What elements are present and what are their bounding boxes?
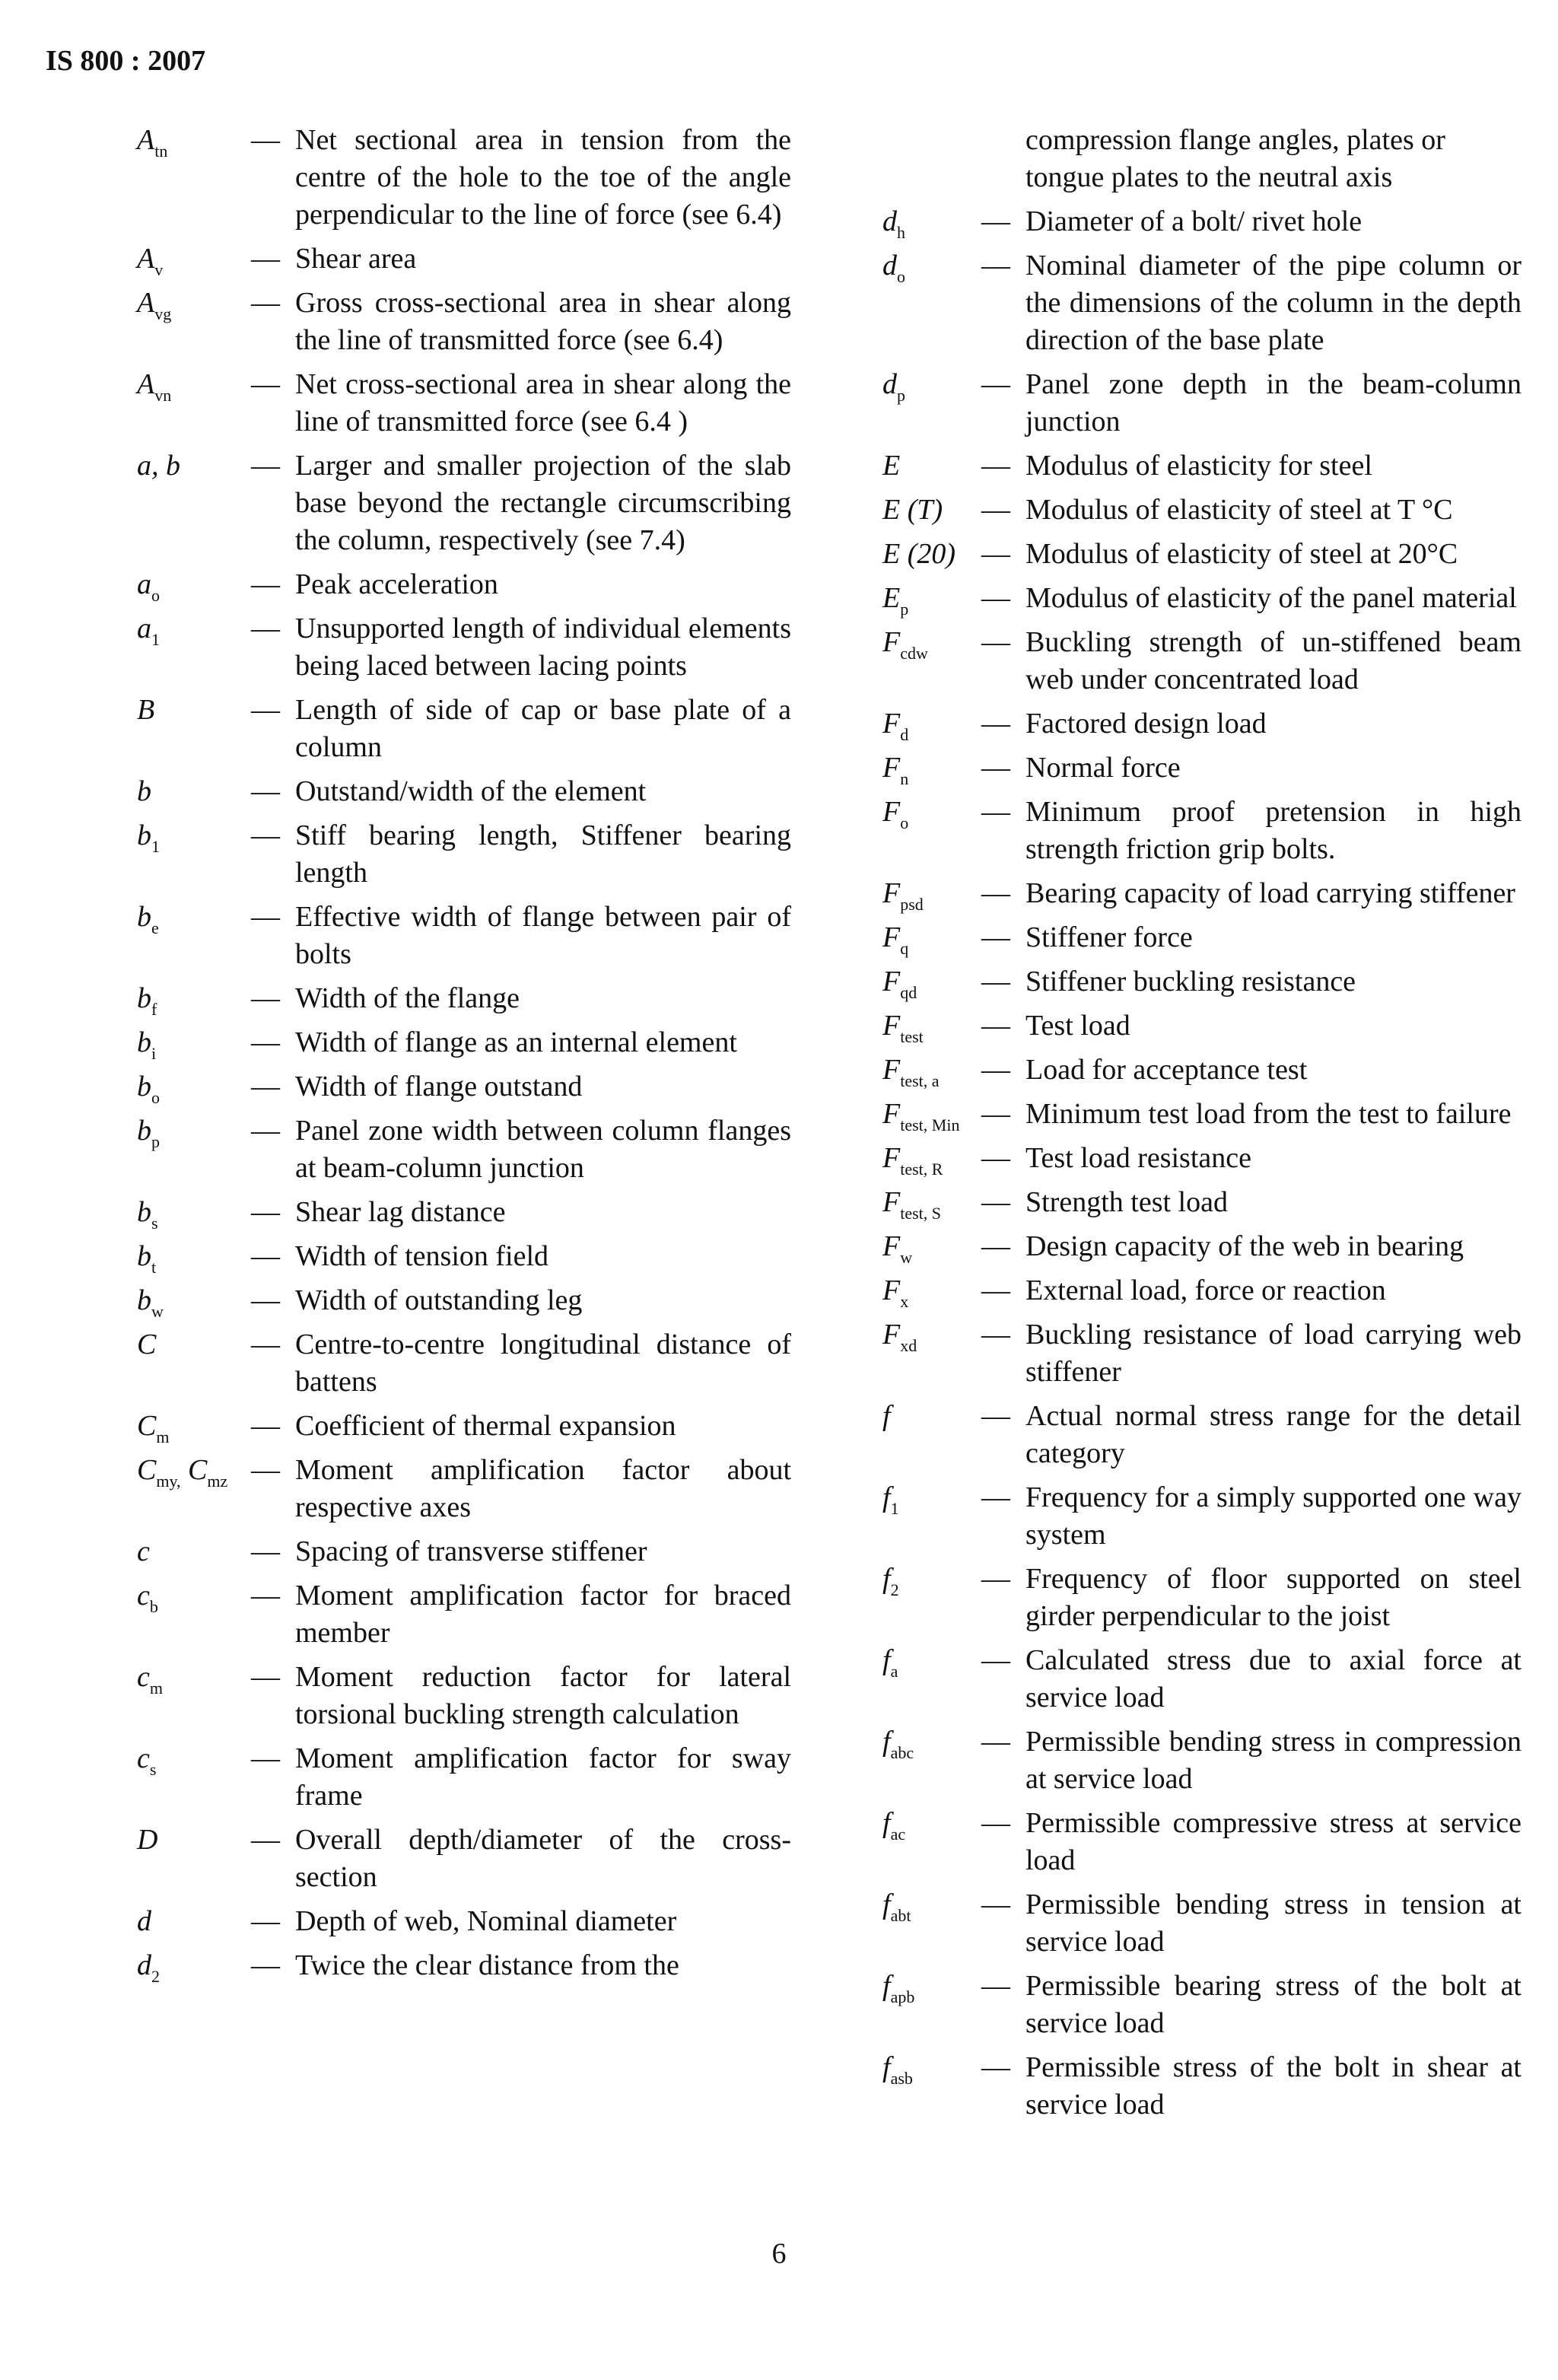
- symbol-entry: [882, 580, 1521, 617]
- definition: Design capacity of the web in bearing: [1025, 1230, 1464, 1262]
- symbol: $d_2$: [137, 1949, 160, 1986]
- right-column: [882, 122, 1521, 2130]
- em-dash: —: [981, 1319, 1010, 1351]
- definition: Length of side of cap or base plate of a column: [295, 694, 791, 763]
- em-dash: —: [981, 205, 1010, 237]
- symbol: f: [882, 1400, 891, 1432]
- em-dash: —: [251, 901, 280, 933]
- em-dash: —: [981, 368, 1010, 400]
- definition: Moment amplification factor about respective axes: [295, 1454, 791, 1523]
- symbol-entry: [882, 1723, 1521, 1798]
- definition: Frequency of floor supported on steel girder perpendicular to the joist: [1025, 1563, 1521, 1632]
- symbol: $C_m$: [137, 1410, 170, 1446]
- symbol-entry: [137, 1740, 791, 1815]
- symbol-entry: [882, 1316, 1521, 1391]
- symbol-entry: [137, 817, 791, 892]
- em-dash: —: [981, 450, 1010, 482]
- right-entries: [882, 203, 1521, 2124]
- definition: Strength test load: [1025, 1186, 1228, 1218]
- symbol: $f_2$: [882, 1563, 899, 1599]
- definition: Permissible bearing stress of the bolt at service load: [1025, 1970, 1521, 2039]
- continued-definition: compression flange angles, plates or tongue plates to the neutral axis: [1025, 124, 1445, 193]
- symbol-entry: [137, 1282, 791, 1319]
- symbol: B: [137, 694, 155, 726]
- definition: Test load resistance: [1025, 1142, 1252, 1174]
- symbol-entry: [137, 980, 791, 1017]
- symbol: $f_{apb}$: [882, 1970, 915, 2006]
- em-dash: —: [251, 1742, 280, 1774]
- definition: Permissible bending stress in compression at service load: [1025, 1726, 1521, 1795]
- symbol: $b_o$: [137, 1071, 160, 1107]
- symbol-entry: [882, 1272, 1521, 1309]
- document-header: IS 800 : 2007: [46, 45, 206, 77]
- em-dash: —: [251, 450, 280, 482]
- symbol: $b_e$: [137, 901, 159, 937]
- em-dash: —: [981, 752, 1010, 784]
- definition: Outstand/width of the element: [295, 775, 647, 807]
- left-column: [137, 122, 791, 1991]
- em-dash: —: [981, 1142, 1010, 1174]
- symbol-entry: [137, 1068, 791, 1106]
- symbol: $F_{test, R}$: [882, 1142, 943, 1179]
- symbol-entry: [137, 1238, 791, 1275]
- symbol-entry: [882, 705, 1521, 743]
- em-dash: —: [981, 1970, 1010, 2002]
- definition: Stiffener force: [1025, 921, 1193, 953]
- symbol-entry: [882, 536, 1521, 573]
- em-dash: —: [251, 1240, 280, 1272]
- symbol-entry: [137, 1194, 791, 1231]
- symbol: $f_{abt}$: [882, 1888, 911, 1925]
- definition: Panel zone width between column flanges at beam-column junction: [295, 1115, 791, 1184]
- symbol-entry: [882, 963, 1521, 1001]
- symbol-entry: [137, 610, 791, 685]
- definition: External load, force or reaction: [1025, 1274, 1386, 1306]
- definition: Modulus of elasticity of steel at 20°C: [1025, 538, 1458, 570]
- symbol-entry: [882, 1052, 1521, 1089]
- symbol: $F_{cdw}$: [882, 626, 928, 663]
- symbol-entry: [137, 899, 791, 973]
- em-dash: —: [251, 819, 280, 851]
- em-dash: —: [251, 982, 280, 1014]
- em-dash: —: [981, 877, 1010, 909]
- symbol: $b_w$: [137, 1284, 164, 1321]
- em-dash: —: [981, 1186, 1010, 1218]
- symbol-entry: [882, 1228, 1521, 1265]
- definition: Shear area: [295, 243, 417, 275]
- definition: Net sectional area in tension from the centre of the hole to the toe of the angle perpendicular to the line of force (see 6.4): [295, 124, 791, 231]
- em-dash: —: [251, 568, 280, 600]
- symbol-entry: [137, 447, 791, 559]
- em-dash: —: [981, 1888, 1010, 1920]
- definition: Diameter of a bolt/ rivet hole: [1025, 205, 1362, 237]
- definition: Width of flange outstand: [295, 1071, 583, 1102]
- definition: Moment amplification factor for braced member: [295, 1580, 791, 1649]
- symbol-entry: [137, 1533, 791, 1570]
- definition: Overall depth/diameter of the cross-section: [295, 1824, 791, 1893]
- em-dash: —: [251, 775, 280, 807]
- definition: Stiffener buckling resistance: [1025, 966, 1356, 998]
- symbol: E (20): [882, 538, 956, 570]
- symbol: $A_{vg}$: [137, 287, 172, 323]
- symbol: $F_o$: [882, 796, 909, 832]
- definition: Width of flange as an internal element: [295, 1026, 737, 1058]
- symbol: $F_{test, S}$: [882, 1186, 942, 1223]
- symbol-entry: [137, 1408, 791, 1445]
- symbol-entry: [882, 1140, 1521, 1177]
- symbol: $F_n$: [882, 752, 909, 788]
- symbol-entry: [137, 1659, 791, 1733]
- definition: Unsupported length of individual elements being laced between lacing points: [295, 612, 791, 682]
- em-dash: —: [251, 1824, 280, 1856]
- symbol-entry: [882, 366, 1521, 441]
- definition: Twice the clear distance from the: [295, 1949, 679, 1981]
- symbol-entry: [882, 1007, 1521, 1045]
- symbol-entry: [882, 1886, 1521, 1961]
- em-dash: —: [981, 1400, 1010, 1432]
- definition: Coefficient of thermal expansion: [295, 1410, 676, 1442]
- symbol-entry: [882, 1398, 1521, 1472]
- symbol: $b_t$: [137, 1240, 157, 1277]
- definition: Test load: [1025, 1010, 1130, 1042]
- symbol: $C_{my,}$ $C_{mz}$: [137, 1454, 228, 1491]
- definition: Actual normal stress range for the detail category: [1025, 1400, 1521, 1469]
- symbol: $b_1$: [137, 819, 160, 856]
- em-dash: —: [981, 1481, 1010, 1513]
- symbol: c: [137, 1535, 150, 1567]
- symbol: $F_w$: [882, 1230, 913, 1267]
- symbol: $c_b$: [137, 1580, 158, 1616]
- symbol-entry: [882, 1968, 1521, 2042]
- em-dash: —: [981, 250, 1010, 282]
- em-dash: —: [251, 1454, 280, 1486]
- symbol-entry: [882, 749, 1521, 787]
- definition: Width of outstanding leg: [295, 1284, 583, 1316]
- symbol: $F_{qd}$: [882, 966, 917, 1002]
- em-dash: —: [981, 708, 1010, 740]
- em-dash: —: [981, 2051, 1010, 2083]
- symbol: $d_o$: [882, 250, 905, 286]
- em-dash: —: [981, 921, 1010, 953]
- symbol-entry: [137, 1452, 791, 1526]
- symbol: C: [137, 1328, 157, 1360]
- symbol: $F_q$: [882, 921, 909, 958]
- em-dash: —: [251, 1328, 280, 1360]
- symbol: $F_d$: [882, 708, 909, 744]
- em-dash: —: [981, 1010, 1010, 1042]
- em-dash: —: [251, 1115, 280, 1147]
- em-dash: —: [981, 1098, 1010, 1130]
- symbol-entry: [882, 1184, 1521, 1221]
- symbol: $d_p$: [882, 368, 905, 405]
- symbol-entry: [882, 875, 1521, 912]
- definition: Larger and smaller projection of the slab base beyond the rectangle circumscribing the column, respectively (see 7.4): [295, 450, 791, 556]
- symbol: $F_{test, a}$: [882, 1054, 940, 1090]
- symbol: E: [882, 450, 901, 482]
- symbol: $f_a$: [882, 1644, 898, 1681]
- definition: Modulus of elasticity of the panel material: [1025, 582, 1517, 614]
- definition: Spacing of transverse stiffener: [295, 1535, 647, 1567]
- definition: Permissible stress of the bolt in shear at service load: [1025, 2051, 1521, 2121]
- definition: Width of tension field: [295, 1240, 549, 1272]
- page-number: 6: [771, 2238, 787, 2270]
- em-dash: —: [251, 1661, 280, 1693]
- symbol: $A_{tn}$: [137, 124, 168, 161]
- symbol: $f_{abc}$: [882, 1726, 914, 1762]
- symbol: $F_{test}$: [882, 1010, 924, 1046]
- em-dash: —: [981, 1230, 1010, 1262]
- symbol: $b_i$: [137, 1026, 157, 1063]
- symbol-entry: [137, 122, 791, 234]
- definition: Modulus of elasticity of steel at T °C: [1025, 494, 1453, 526]
- symbol: E (T): [882, 494, 943, 526]
- symbol-entry: [137, 1577, 791, 1652]
- symbol: D: [137, 1824, 158, 1856]
- symbol: $f_1$: [882, 1481, 899, 1518]
- symbol-entry: [882, 1805, 1521, 1879]
- symbol-entry: [882, 447, 1521, 485]
- definition: Load for acceptance test: [1025, 1054, 1308, 1086]
- definition: Permissible bending stress in tension at service load: [1025, 1888, 1521, 1958]
- em-dash: —: [251, 124, 280, 156]
- symbol-entry: [882, 1642, 1521, 1717]
- symbol-entry: [882, 492, 1521, 529]
- symbol-entry: [882, 247, 1521, 359]
- em-dash: —: [251, 1949, 280, 1981]
- symbol-entry: [137, 366, 791, 441]
- symbol: $F_{xd}$: [882, 1319, 917, 1355]
- definition: Peak acceleration: [295, 568, 498, 600]
- symbol-entry: [882, 1096, 1521, 1133]
- definition: Buckling strength of un-stiffened beam web under concentrated load: [1025, 626, 1521, 695]
- symbol: $A_v$: [137, 243, 164, 279]
- symbol-entry: [137, 692, 791, 766]
- em-dash: —: [981, 582, 1010, 614]
- symbol: $b_f$: [137, 982, 157, 1019]
- symbol: $c_m$: [137, 1661, 163, 1698]
- definition: Centre-to-centre longitudinal distance of battens: [295, 1328, 791, 1398]
- em-dash: —: [251, 1284, 280, 1316]
- em-dash: —: [251, 1905, 280, 1937]
- definition: Nominal diameter of the pipe column or the dimensions of the column in the depth direction of the base plate: [1025, 250, 1521, 356]
- em-dash: —: [251, 1580, 280, 1612]
- definition: Frequency for a simply supported one way system: [1025, 1481, 1521, 1551]
- em-dash: —: [981, 538, 1010, 570]
- definition: Bearing capacity of load carrying stiffener: [1025, 877, 1515, 909]
- symbol-entry: [137, 1947, 791, 1984]
- em-dash: —: [981, 1054, 1010, 1086]
- symbol-entry: [882, 624, 1521, 698]
- em-dash: —: [251, 1410, 280, 1442]
- definition: Factored design load: [1025, 708, 1267, 740]
- symbol-entry: [137, 1903, 791, 1940]
- em-dash: —: [251, 243, 280, 275]
- definition: Modulus of elasticity for steel: [1025, 450, 1372, 482]
- definition: Shear lag distance: [295, 1196, 506, 1228]
- definition: Minimum test load from the test to failure: [1025, 1098, 1512, 1130]
- definition: Calculated stress due to axial force at service load: [1025, 1644, 1521, 1713]
- definition: Normal force: [1025, 752, 1181, 784]
- symbol: $a_1$: [137, 612, 160, 649]
- symbol-entry: [882, 919, 1521, 956]
- definition: Depth of web, Nominal diameter: [295, 1905, 677, 1937]
- symbol: $F_x$: [882, 1274, 909, 1311]
- em-dash: —: [981, 966, 1010, 998]
- em-dash: —: [981, 1726, 1010, 1758]
- em-dash: —: [251, 1071, 280, 1102]
- em-dash: —: [251, 287, 280, 319]
- em-dash: —: [981, 796, 1010, 828]
- em-dash: —: [981, 1274, 1010, 1306]
- symbol-entry: [137, 1326, 791, 1401]
- symbol-entry: [137, 566, 791, 603]
- symbol: $A_{vn}$: [137, 368, 172, 405]
- definition: Panel zone depth in the beam-column junction: [1025, 368, 1521, 438]
- definition: Permissible compressive stress at service load: [1025, 1807, 1521, 1876]
- symbol: d: [137, 1905, 151, 1937]
- symbol-entry: [882, 203, 1521, 240]
- em-dash: —: [981, 1563, 1010, 1595]
- em-dash: —: [251, 1026, 280, 1058]
- symbol-entry: [137, 285, 791, 359]
- em-dash: —: [251, 612, 280, 644]
- em-dash: —: [981, 1807, 1010, 1839]
- symbol: $E_p$: [882, 582, 909, 619]
- definition: Minimum proof pretension in high strength friction grip bolts.: [1025, 796, 1521, 865]
- definition: Effective width of flange between pair of bolts: [295, 901, 791, 970]
- definition: Moment amplification factor for sway frame: [295, 1742, 791, 1812]
- em-dash: —: [981, 626, 1010, 658]
- em-dash: —: [251, 368, 280, 400]
- symbol-entry: [882, 1479, 1521, 1554]
- definition: Stiff bearing length, Stiffener bearing length: [295, 819, 791, 889]
- em-dash: —: [251, 694, 280, 726]
- symbol: $b_s$: [137, 1196, 158, 1233]
- symbol-entry: [137, 773, 791, 810]
- symbol: $f_{asb}$: [882, 2051, 913, 2088]
- symbol-entry: [137, 1112, 791, 1187]
- definition: Buckling resistance of load carrying web stiffener: [1025, 1319, 1521, 1388]
- definition: Net cross-sectional area in shear along the line of transmitted force (see 6.4 ): [295, 368, 791, 438]
- symbol-entry: [137, 1822, 791, 1896]
- symbol-entry: [882, 794, 1521, 868]
- definition: Width of the flange: [295, 982, 520, 1014]
- symbol-entry: [882, 1561, 1521, 1635]
- symbol: $c_s$: [137, 1742, 157, 1779]
- symbol-entry: [137, 1024, 791, 1061]
- symbol-entry: [882, 2049, 1521, 2124]
- symbol: $b_p$: [137, 1115, 160, 1151]
- em-dash: —: [981, 494, 1010, 526]
- symbol: $d_h$: [882, 205, 905, 242]
- symbol: $F_{test, Min}$: [882, 1098, 960, 1134]
- em-dash: —: [251, 1196, 280, 1228]
- em-dash: —: [981, 1644, 1010, 1676]
- definition: Moment reduction factor for lateral torsional buckling strength calculation: [295, 1661, 791, 1730]
- em-dash: —: [251, 1535, 280, 1567]
- definition: Gross cross-sectional area in shear along the line of transmitted force (see 6.4): [295, 287, 791, 356]
- symbol-entry: [137, 240, 791, 278]
- symbol: $a_o$: [137, 568, 160, 605]
- symbol: a, b: [137, 450, 180, 482]
- symbol: $F_{psd}$: [882, 877, 924, 914]
- symbol: b: [137, 775, 151, 807]
- symbol: $f_{ac}$: [882, 1807, 906, 1844]
